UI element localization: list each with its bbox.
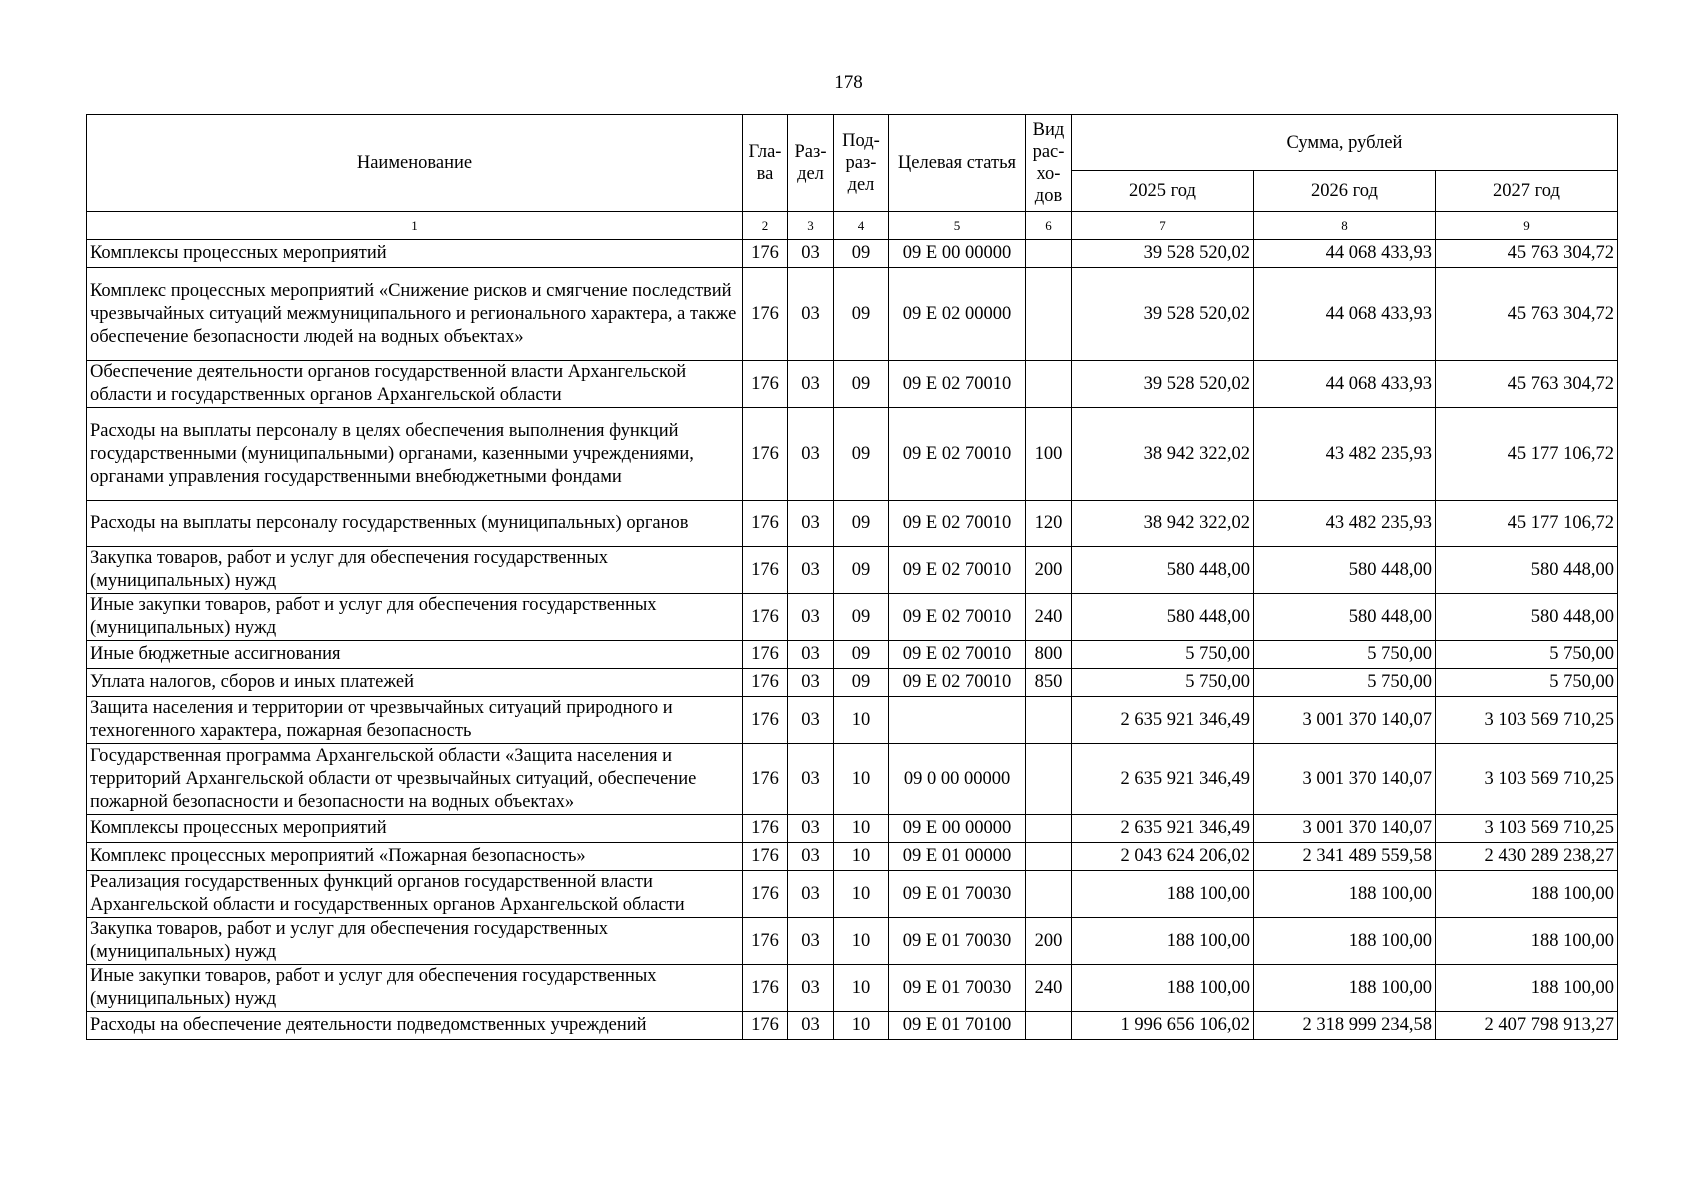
row-sum-2026: 188 100,00 xyxy=(1254,965,1436,1012)
row-vid-rashodov: 200 xyxy=(1026,547,1072,594)
row-vid-rashodov: 850 xyxy=(1026,669,1072,697)
row-sum-2025: 39 528 520,02 xyxy=(1072,240,1254,268)
row-name: Защита населения и территории от чрезвычайных ситуаций природного и техногенного характера, пожарная безопасность xyxy=(87,697,743,744)
row-sum-2026: 44 068 433,93 xyxy=(1254,361,1436,408)
row-glava: 176 xyxy=(743,501,788,547)
row-razdel: 03 xyxy=(788,268,834,361)
row-sum-2025: 39 528 520,02 xyxy=(1072,361,1254,408)
table-row xyxy=(87,594,1618,641)
row-podrazdel: 09 xyxy=(834,641,889,669)
row-sum-2026: 188 100,00 xyxy=(1254,871,1436,918)
row-razdel: 03 xyxy=(788,843,834,871)
row-sum-2027: 3 103 569 710,25 xyxy=(1436,697,1618,744)
row-podrazdel: 10 xyxy=(834,965,889,1012)
row-razdel: 03 xyxy=(788,594,834,641)
row-sum-2026: 5 750,00 xyxy=(1254,669,1436,697)
table-row xyxy=(87,871,1618,918)
row-glava: 176 xyxy=(743,965,788,1012)
row-razdel: 03 xyxy=(788,1012,834,1040)
row-celevaya-statya: 09 Е 02 70010 xyxy=(889,501,1026,547)
row-glava: 176 xyxy=(743,408,788,501)
row-podrazdel: 10 xyxy=(834,744,889,815)
column-number: 9 xyxy=(1436,212,1618,240)
table-row xyxy=(87,547,1618,594)
row-razdel: 03 xyxy=(788,669,834,697)
table-row xyxy=(87,815,1618,843)
row-vid-rashodov: 800 xyxy=(1026,641,1072,669)
row-name: Иные закупки товаров, работ и услуг для обеспечения государственных (муниципальных) нужд xyxy=(87,965,743,1012)
table-row xyxy=(87,641,1618,669)
row-sum-2027: 188 100,00 xyxy=(1436,918,1618,965)
row-vid-rashodov: 100 xyxy=(1026,408,1072,501)
row-name: Государственная программа Архангельской области «Защита населения и территорий Архангельской области от чрезвычайных ситуаций, обеспечение пожарной безопасности и безопасности на водных объектах» xyxy=(87,744,743,815)
row-vid-rashodov: 240 xyxy=(1026,594,1072,641)
row-sum-2026: 188 100,00 xyxy=(1254,918,1436,965)
row-celevaya-statya: 09 Е 02 00000 xyxy=(889,268,1026,361)
header-summa: Сумма, рублей xyxy=(1072,115,1618,171)
column-number: 1 xyxy=(87,212,743,240)
row-sum-2025: 38 942 322,02 xyxy=(1072,501,1254,547)
row-podrazdel: 09 xyxy=(834,408,889,501)
column-number: 8 xyxy=(1254,212,1436,240)
row-celevaya-statya: 09 Е 02 70010 xyxy=(889,361,1026,408)
row-sum-2025: 2 635 921 346,49 xyxy=(1072,744,1254,815)
column-number: 4 xyxy=(834,212,889,240)
header-podrazdel: Под-раз-дел xyxy=(834,115,889,212)
header-name: Наименование xyxy=(87,115,743,212)
row-sum-2025: 188 100,00 xyxy=(1072,918,1254,965)
row-celevaya-statya: 09 Е 00 00000 xyxy=(889,815,1026,843)
row-vid-rashodov xyxy=(1026,843,1072,871)
row-name: Комплекс процессных мероприятий «Пожарная безопасность» xyxy=(87,843,743,871)
row-vid-rashodov: 240 xyxy=(1026,965,1072,1012)
row-glava: 176 xyxy=(743,843,788,871)
row-celevaya-statya: 09 Е 01 70030 xyxy=(889,871,1026,918)
row-sum-2026: 43 482 235,93 xyxy=(1254,408,1436,501)
row-celevaya-statya: 09 Е 01 70030 xyxy=(889,965,1026,1012)
row-razdel: 03 xyxy=(788,547,834,594)
row-sum-2027: 45 763 304,72 xyxy=(1436,268,1618,361)
row-glava: 176 xyxy=(743,547,788,594)
row-sum-2026: 44 068 433,93 xyxy=(1254,240,1436,268)
column-number: 6 xyxy=(1026,212,1072,240)
row-sum-2027: 5 750,00 xyxy=(1436,669,1618,697)
row-glava: 176 xyxy=(743,815,788,843)
row-glava: 176 xyxy=(743,669,788,697)
row-glava: 176 xyxy=(743,918,788,965)
row-sum-2027: 580 448,00 xyxy=(1436,594,1618,641)
row-sum-2025: 2 043 624 206,02 xyxy=(1072,843,1254,871)
row-sum-2026: 3 001 370 140,07 xyxy=(1254,697,1436,744)
row-razdel: 03 xyxy=(788,361,834,408)
row-sum-2026: 43 482 235,93 xyxy=(1254,501,1436,547)
row-podrazdel: 10 xyxy=(834,1012,889,1040)
row-sum-2027: 45 763 304,72 xyxy=(1436,240,1618,268)
row-podrazdel: 10 xyxy=(834,918,889,965)
table-row xyxy=(87,669,1618,697)
row-podrazdel: 10 xyxy=(834,871,889,918)
row-celevaya-statya: 09 Е 02 70010 xyxy=(889,669,1026,697)
column-number: 2 xyxy=(743,212,788,240)
row-glava: 176 xyxy=(743,1012,788,1040)
table-row xyxy=(87,361,1618,408)
row-sum-2026: 3 001 370 140,07 xyxy=(1254,744,1436,815)
row-glava: 176 xyxy=(743,744,788,815)
header-celevaya-statya: Целевая статья xyxy=(889,115,1026,212)
budget-table xyxy=(86,114,1618,1040)
row-razdel: 03 xyxy=(788,697,834,744)
row-vid-rashodov xyxy=(1026,361,1072,408)
row-name: Обеспечение деятельности органов государственной власти Архангельской области и государственных органов Архангельской области xyxy=(87,361,743,408)
table-row xyxy=(87,697,1618,744)
row-podrazdel: 09 xyxy=(834,669,889,697)
row-vid-rashodov: 120 xyxy=(1026,501,1072,547)
row-name: Расходы на выплаты персоналу в целях обеспечения выполнения функций государственными (муниципальными) органами, казенными учреждениями, органами управления государственными внебюджетными фондами xyxy=(87,408,743,501)
row-podrazdel: 09 xyxy=(834,501,889,547)
row-vid-rashodov xyxy=(1026,744,1072,815)
row-sum-2027: 3 103 569 710,25 xyxy=(1436,815,1618,843)
row-name: Комплексы процессных мероприятий xyxy=(87,240,743,268)
table-row xyxy=(87,843,1618,871)
row-sum-2026: 2 341 489 559,58 xyxy=(1254,843,1436,871)
row-vid-rashodov: 200 xyxy=(1026,918,1072,965)
row-celevaya-statya: 09 Е 01 70030 xyxy=(889,918,1026,965)
row-sum-2026: 44 068 433,93 xyxy=(1254,268,1436,361)
table-row xyxy=(87,918,1618,965)
row-razdel: 03 xyxy=(788,408,834,501)
table-row xyxy=(87,501,1618,547)
row-podrazdel: 09 xyxy=(834,594,889,641)
row-vid-rashodov xyxy=(1026,697,1072,744)
row-sum-2027: 3 103 569 710,25 xyxy=(1436,744,1618,815)
row-sum-2025: 38 942 322,02 xyxy=(1072,408,1254,501)
row-name: Расходы на выплаты персоналу государственных (муниципальных) органов xyxy=(87,501,743,547)
column-number: 7 xyxy=(1072,212,1254,240)
header-year-2025: 2025 год xyxy=(1072,171,1254,212)
row-glava: 176 xyxy=(743,641,788,669)
table-row xyxy=(87,744,1618,815)
row-sum-2025: 188 100,00 xyxy=(1072,871,1254,918)
row-sum-2027: 45 763 304,72 xyxy=(1436,361,1618,408)
row-celevaya-statya: 09 Е 00 00000 xyxy=(889,240,1026,268)
row-glava: 176 xyxy=(743,871,788,918)
row-name: Комплекс процессных мероприятий «Снижение рисков и смягчение последствий чрезвычайных ситуаций межмуниципального и регионального характера, а также обеспечение безопасности людей на водных объектах» xyxy=(87,268,743,361)
table-row xyxy=(87,408,1618,501)
row-name: Иные бюджетные ассигнования xyxy=(87,641,743,669)
row-glava: 176 xyxy=(743,240,788,268)
row-name: Закупка товаров, работ и услуг для обеспечения государственных (муниципальных) нужд xyxy=(87,918,743,965)
row-sum-2025: 5 750,00 xyxy=(1072,669,1254,697)
header-vid-rashodov: Вид рас-хо-дов xyxy=(1026,115,1072,212)
row-razdel: 03 xyxy=(788,641,834,669)
header-year-2027: 2027 год xyxy=(1436,171,1618,212)
row-podrazdel: 10 xyxy=(834,697,889,744)
row-razdel: 03 xyxy=(788,815,834,843)
row-sum-2027: 580 448,00 xyxy=(1436,547,1618,594)
row-sum-2027: 2 430 289 238,27 xyxy=(1436,843,1618,871)
row-vid-rashodov xyxy=(1026,240,1072,268)
row-razdel: 03 xyxy=(788,501,834,547)
row-sum-2027: 45 177 106,72 xyxy=(1436,501,1618,547)
row-razdel: 03 xyxy=(788,744,834,815)
table-row xyxy=(87,1012,1618,1040)
table-row xyxy=(87,240,1618,268)
row-sum-2025: 5 750,00 xyxy=(1072,641,1254,669)
column-number-row xyxy=(87,212,1618,240)
row-sum-2027: 5 750,00 xyxy=(1436,641,1618,669)
row-glava: 176 xyxy=(743,594,788,641)
row-name: Расходы на обеспечение деятельности подведомственных учреждений xyxy=(87,1012,743,1040)
column-number: 5 xyxy=(889,212,1026,240)
row-sum-2025: 580 448,00 xyxy=(1072,594,1254,641)
row-podrazdel: 10 xyxy=(834,843,889,871)
row-razdel: 03 xyxy=(788,240,834,268)
row-name: Реализация государственных функций органов государственной власти Архангельской области и государственных органов Архангельской области xyxy=(87,871,743,918)
row-sum-2025: 188 100,00 xyxy=(1072,965,1254,1012)
row-sum-2025: 2 635 921 346,49 xyxy=(1072,815,1254,843)
row-celevaya-statya: 09 Е 02 70010 xyxy=(889,594,1026,641)
row-sum-2026: 580 448,00 xyxy=(1254,594,1436,641)
row-celevaya-statya: 09 Е 02 70010 xyxy=(889,547,1026,594)
row-celevaya-statya: 09 Е 01 70100 xyxy=(889,1012,1026,1040)
row-celevaya-statya: 09 Е 02 70010 xyxy=(889,641,1026,669)
row-sum-2026: 3 001 370 140,07 xyxy=(1254,815,1436,843)
row-sum-2027: 188 100,00 xyxy=(1436,871,1618,918)
header-razdel: Раз-дел xyxy=(788,115,834,212)
row-podrazdel: 09 xyxy=(834,361,889,408)
row-celevaya-statya xyxy=(889,697,1026,744)
row-vid-rashodov xyxy=(1026,268,1072,361)
row-vid-rashodov xyxy=(1026,1012,1072,1040)
row-razdel: 03 xyxy=(788,918,834,965)
row-glava: 176 xyxy=(743,361,788,408)
row-vid-rashodov xyxy=(1026,815,1072,843)
row-razdel: 03 xyxy=(788,965,834,1012)
row-celevaya-statya: 09 Е 02 70010 xyxy=(889,408,1026,501)
row-podrazdel: 09 xyxy=(834,240,889,268)
page-number: 178 xyxy=(834,72,863,93)
row-sum-2025: 2 635 921 346,49 xyxy=(1072,697,1254,744)
row-podrazdel: 09 xyxy=(834,268,889,361)
table-row xyxy=(87,965,1618,1012)
row-name: Иные закупки товаров, работ и услуг для обеспечения государственных (муниципальных) нужд xyxy=(87,594,743,641)
header-year-2026: 2026 год xyxy=(1254,171,1436,212)
row-glava: 176 xyxy=(743,697,788,744)
header-glava: Гла-ва xyxy=(743,115,788,212)
row-sum-2027: 188 100,00 xyxy=(1436,965,1618,1012)
row-name: Уплата налогов, сборов и иных платежей xyxy=(87,669,743,697)
row-glava: 176 xyxy=(743,268,788,361)
row-razdel: 03 xyxy=(788,871,834,918)
row-vid-rashodov xyxy=(1026,871,1072,918)
row-sum-2026: 5 750,00 xyxy=(1254,641,1436,669)
row-sum-2025: 580 448,00 xyxy=(1072,547,1254,594)
row-name: Закупка товаров, работ и услуг для обеспечения государственных (муниципальных) нужд xyxy=(87,547,743,594)
column-number: 3 xyxy=(788,212,834,240)
row-sum-2025: 1 996 656 106,02 xyxy=(1072,1012,1254,1040)
row-name: Комплексы процессных мероприятий xyxy=(87,815,743,843)
row-sum-2026: 2 318 999 234,58 xyxy=(1254,1012,1436,1040)
row-podrazdel: 10 xyxy=(834,815,889,843)
row-sum-2026: 580 448,00 xyxy=(1254,547,1436,594)
row-celevaya-statya: 09 0 00 00000 xyxy=(889,744,1026,815)
row-celevaya-statya: 09 Е 01 00000 xyxy=(889,843,1026,871)
row-sum-2027: 45 177 106,72 xyxy=(1436,408,1618,501)
table-row xyxy=(87,268,1618,361)
row-sum-2025: 39 528 520,02 xyxy=(1072,268,1254,361)
row-podrazdel: 09 xyxy=(834,547,889,594)
row-sum-2027: 2 407 798 913,27 xyxy=(1436,1012,1618,1040)
